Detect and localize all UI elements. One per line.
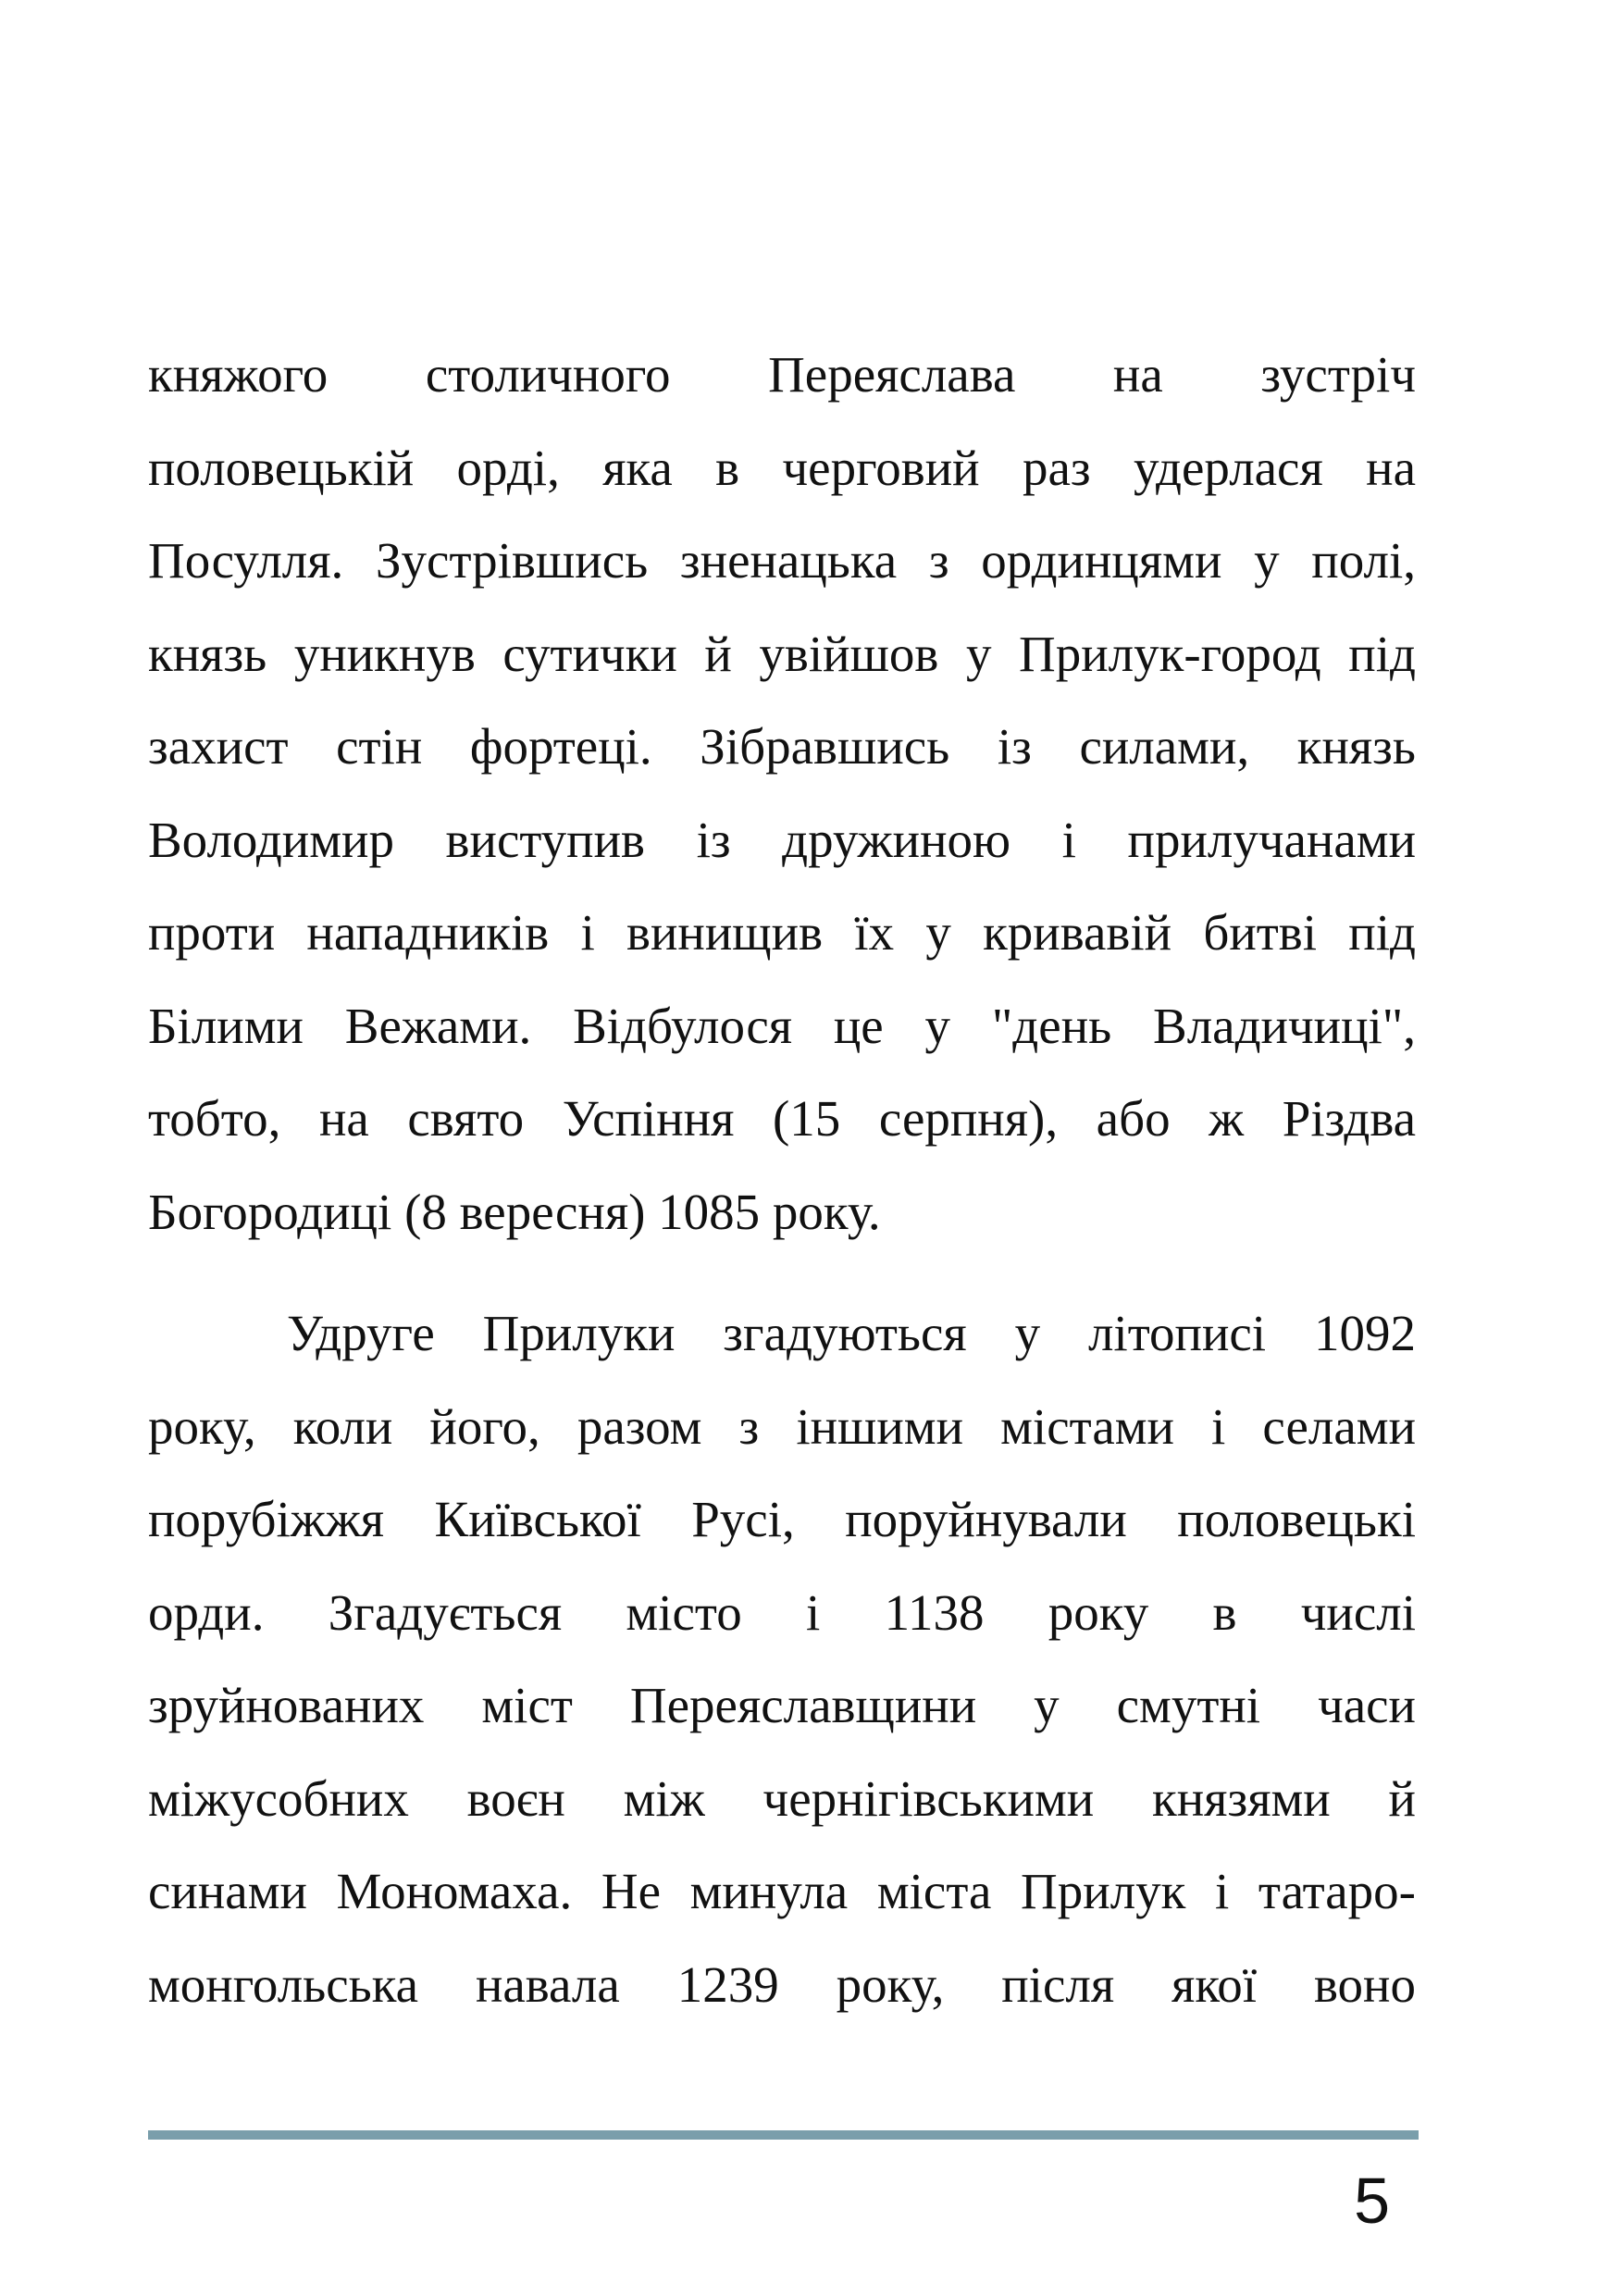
text-line: половецькій орді, яка в черговий раз удерлася на [148,439,1416,496]
text-line: проти нападників і винищив їх у кривавій битві під [148,904,1416,961]
footer-rule [148,2130,1419,2140]
text-line: тобто, на свято Успіння (15 серпня), або ж Різдва [148,1090,1416,1147]
text-line: княжого столичного Переяслава на зустріч [148,346,1416,403]
page-number: 5 [1354,2165,1390,2237]
text-line: монгольська навала 1239 року, після якої воно [148,1955,1416,2013]
text-line: Богородиці (8 вересня) 1085 року. [148,1183,881,1240]
text-line: Посулля. Зустрівшись зненацька з ординцями у полі, [148,532,1416,589]
text-line: порубіжжя Київської Русі, поруйнували половецькі [148,1491,1416,1547]
text-line: синами Мономаха. Не минула міста Прилук і татаро- [148,1863,1416,1919]
text-line: Удруге Прилуки згадуються у літописі 1092 [287,1305,1416,1361]
paragraph-2 [148,1287,1416,2031]
body-text [148,329,1416,2031]
text-line: міжусобних воєн між чернігівськими князями й [148,1769,1416,1827]
paragraph-1 [148,329,1416,1259]
text-line: року, коли його, разом з іншими містами і селами [148,1397,1416,1455]
text-line: зруйнованих міст Переяславщини у смутні часи [148,1677,1416,1733]
text-line: захист стін фортеці. Зібравшись із силами, князь [148,718,1416,775]
text-line: Білими Вежами. Відбулося це у "день Владичиці", [148,997,1416,1054]
text-line: орди. Згадується місто і 1138 року в числі [148,1583,1416,1641]
text-line: Володимир виступив із дружиною і прилучанами [148,811,1416,868]
text-line: князь уникнув сутички й увійшов у Прилук-город під [148,625,1416,682]
